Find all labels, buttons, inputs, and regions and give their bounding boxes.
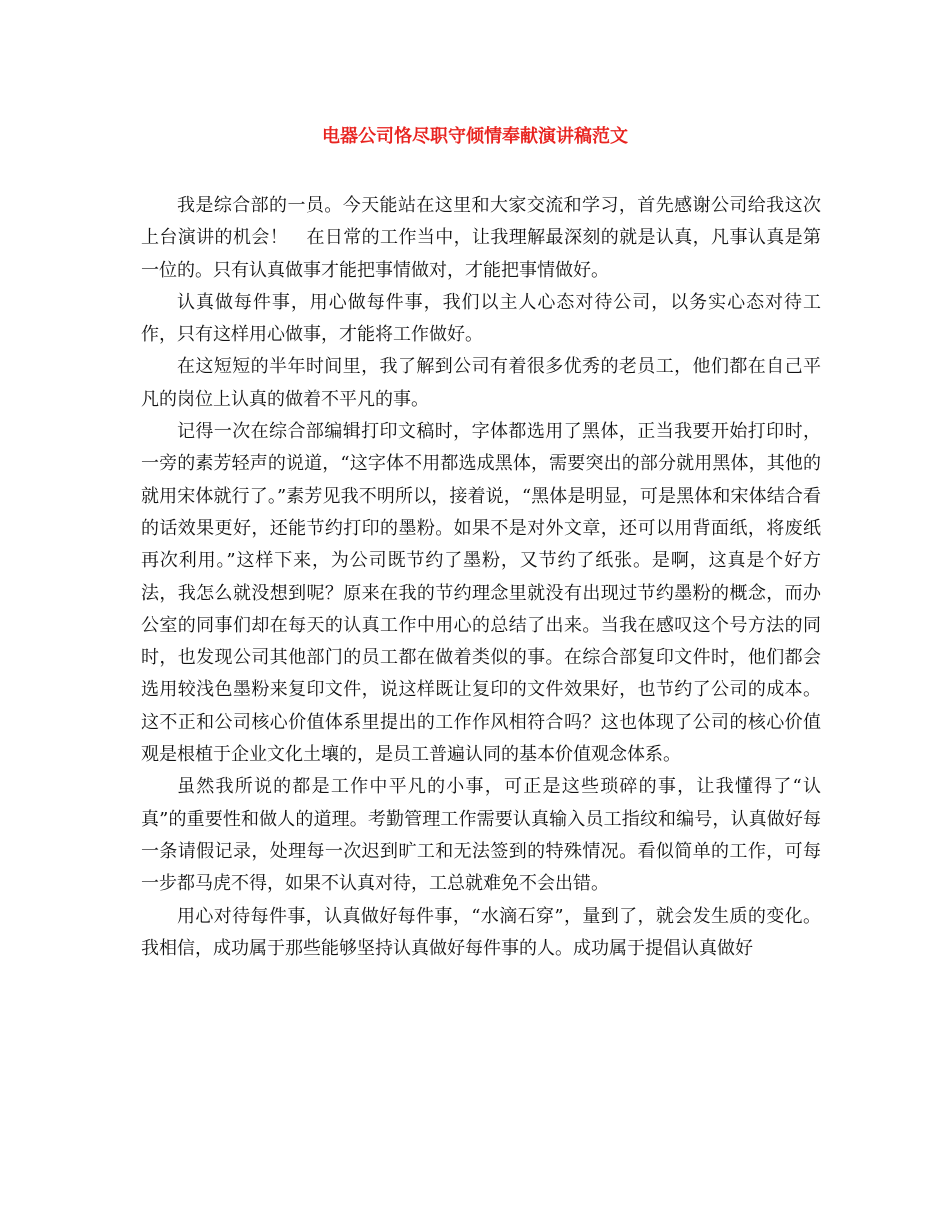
- paragraph: 我是综合部的一员。今天能站在这里和大家交流和学习，首先感谢公司给我这次上台演讲的机会！ 在日常的工作当中，让我理解最深刻的就是认真，凡事认真是第一位的。只有认真做事才能把事情做对，才能把事情做好。: [141, 195, 821, 281]
- paragraph: 虽然我所说的都是工作中平凡的小事，可正是这些琐碎的事，让我懂得了“认真”的重要性和做人的道理。考勤管理工作需要认真输入员工指纹和编号，认真做好每一条请假记录，处理每一次迟到旷工和无法签到的特殊情况。看似简单的工作，可每一步都马虎不得，如果不认真对待，工总就难免不会出错。: [141, 776, 821, 895]
- paragraph: 在这短短的半年时间里，我了解到公司有着很多优秀的老员工，他们都在自己平凡的岗位上认真的做着不平凡的事。: [141, 356, 821, 410]
- paragraph: 用心对待每件事，认真做好每件事，“水滴石穿”，量到了，就会发生质的变化。我相信，成功属于那些能够坚持认真做好每件事的人。成功属于提倡认真做好: [141, 905, 821, 959]
- document-title: 电器公司恪尽职守倾情奉献演讲稿范文: [322, 126, 628, 147]
- document-body: [141, 190, 821, 965]
- paragraph: 认真做每件事，用心做每件事，我们以主人心态对待公司，以务实心态对待工作，只有这样用心做事，才能将工作做好。: [141, 291, 821, 346]
- paragraph: 记得一次在综合部编辑打印文稿时，字体都选用了黑体，正当我要开始打印时，一旁的素芳轻声的说道，“这字体不用都选成黑体，需要突出的部分就用黑体，其他的就用宋体就行了。”素芳见我不明所以，接着说，“黑体是明显，可是黑体和宋体结合看的话效果更好，还能节约打印的墨粉。如果不是对外文章，还可以用背面纸，将废纸再次利用。”这样下来，为公司既节约了墨粉，又节约了纸张。是啊，这真是个好方法，我怎么就没想到呢？原来在我的节约理念里就没有出现过节约墨粉的概念，而办公室的同事们却在每天的认真工作中用心的总结了出来。当我在感叹这个号方法的同时，也发现公司其他部门的员工都在做着类似的事。在综合部复印文件时，他们都会选用较浅色墨粉来复印文件，说这样既让复印的文件效果好，也节约了公司的成本。这不正和公司核心价值体系里提出的工作作风相符合吗？这也体现了公司的核心价值观是根植于企业文化土壤的，是员工普遍认同的基本价值观念体系。: [141, 421, 821, 766]
